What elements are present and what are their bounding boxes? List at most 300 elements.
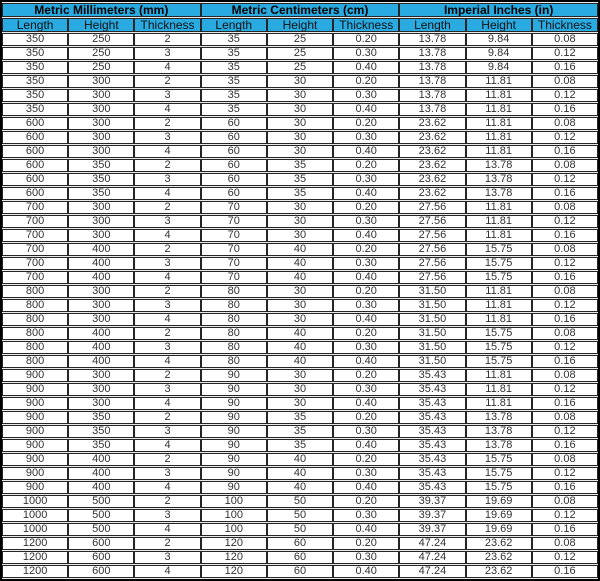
table-cell: 4 <box>134 565 200 578</box>
table-row <box>2 75 598 88</box>
table-cell: 50 <box>267 523 333 536</box>
table-cell: 25 <box>267 61 333 74</box>
table-cell: 15.75 <box>466 453 532 466</box>
table-cell: 2 <box>134 117 200 130</box>
table-cell: 15.75 <box>466 481 532 494</box>
table-cell: 300 <box>68 145 134 158</box>
table-cell: 9.84 <box>466 61 532 74</box>
table-cell: 39.37 <box>399 523 465 536</box>
table-cell: 11.81 <box>466 201 532 214</box>
table-cell: 40 <box>267 327 333 340</box>
table-row <box>2 33 598 46</box>
table-cell: 60 <box>267 551 333 564</box>
table-cell: 4 <box>134 439 200 452</box>
table-cell: 0.12 <box>532 551 598 564</box>
table-cell: 60 <box>201 159 267 172</box>
table-cell: 0.30 <box>333 215 399 228</box>
table-cell: 100 <box>201 523 267 536</box>
table-cell: 80 <box>201 299 267 312</box>
table-cell: 3 <box>134 89 200 102</box>
table-cell: 50 <box>267 495 333 508</box>
table-cell: 400 <box>68 341 134 354</box>
table-row <box>2 495 598 508</box>
table-cell: 0.20 <box>333 495 399 508</box>
table-cell: 0.16 <box>532 565 598 578</box>
table-cell: 31.50 <box>399 299 465 312</box>
table-cell: 900 <box>2 397 68 410</box>
table-cell: 11.81 <box>466 369 532 382</box>
table-cell: 4 <box>134 271 200 284</box>
table-cell: 11.81 <box>466 285 532 298</box>
table-row <box>2 299 598 312</box>
table-cell: 0.30 <box>333 173 399 186</box>
table-cell: 15.75 <box>466 355 532 368</box>
table-cell: 120 <box>201 551 267 564</box>
table-cell: 11.81 <box>466 131 532 144</box>
table-cell: 35.43 <box>399 439 465 452</box>
table-cell: 70 <box>201 243 267 256</box>
table-cell: 0.20 <box>333 159 399 172</box>
table-cell: 0.30 <box>333 257 399 270</box>
table-cell: 30 <box>267 299 333 312</box>
table-cell: 3 <box>134 173 200 186</box>
table-cell: 300 <box>68 75 134 88</box>
table-cell: 27.56 <box>399 243 465 256</box>
table-cell: 400 <box>68 453 134 466</box>
table-cell: 27.56 <box>399 201 465 214</box>
table-row <box>2 509 598 522</box>
table-cell: 800 <box>2 285 68 298</box>
table-row <box>2 285 598 298</box>
table-cell: 13.78 <box>466 187 532 200</box>
table-cell: 0.12 <box>532 467 598 480</box>
table-cell: 40 <box>267 467 333 480</box>
table-cell: 0.20 <box>333 411 399 424</box>
table-cell: 300 <box>68 397 134 410</box>
table-cell: 2 <box>134 495 200 508</box>
table-cell: 13.78 <box>466 159 532 172</box>
table-cell: 0.40 <box>333 565 399 578</box>
table-cell: 1000 <box>2 523 68 536</box>
table-cell: 350 <box>2 33 68 46</box>
table-cell: 300 <box>68 215 134 228</box>
table-cell: 11.81 <box>466 383 532 396</box>
table-cell: 3 <box>134 299 200 312</box>
table-cell: 47.24 <box>399 537 465 550</box>
table-cell: 15.75 <box>466 467 532 480</box>
table-cell: 1200 <box>2 537 68 550</box>
table-cell: 90 <box>201 481 267 494</box>
table-cell: 400 <box>68 467 134 480</box>
table-cell: 25 <box>267 33 333 46</box>
table-cell: 0.08 <box>532 243 598 256</box>
table-cell: 0.08 <box>532 411 598 424</box>
table-cell: 300 <box>68 131 134 144</box>
table-cell: 4 <box>134 103 200 116</box>
table-cell: 2 <box>134 33 200 46</box>
table-row <box>2 327 598 340</box>
table-cell: 0.16 <box>532 481 598 494</box>
table-cell: 11.81 <box>466 313 532 326</box>
table-cell: 40 <box>267 453 333 466</box>
table-cell: 300 <box>68 89 134 102</box>
table-cell: 70 <box>201 229 267 242</box>
table-cell: 0.30 <box>333 467 399 480</box>
table-cell: 35 <box>267 187 333 200</box>
table-cell: 35 <box>267 173 333 186</box>
table-cell: 4 <box>134 523 200 536</box>
table-cell: 27.56 <box>399 271 465 284</box>
table-cell: 15.75 <box>466 341 532 354</box>
table-cell: 90 <box>201 411 267 424</box>
table-cell: 35.43 <box>399 481 465 494</box>
table-cell: 0.30 <box>333 341 399 354</box>
table-row <box>2 271 598 284</box>
table-cell: 3 <box>134 215 200 228</box>
table-cell: 600 <box>2 159 68 172</box>
table-cell: 30 <box>267 215 333 228</box>
table-row <box>2 103 598 116</box>
group-header-metric-centimeters: Metric Centimeters (cm) <box>201 3 400 17</box>
table-cell: 900 <box>2 453 68 466</box>
table-cell: 350 <box>68 439 134 452</box>
table-cell: 0.30 <box>333 47 399 60</box>
table-cell: 23.62 <box>466 537 532 550</box>
table-cell: 600 <box>2 187 68 200</box>
table-cell: 700 <box>2 243 68 256</box>
table-cell: 0.20 <box>333 33 399 46</box>
table-cell: 90 <box>201 383 267 396</box>
table-cell: 600 <box>2 173 68 186</box>
table-cell: 350 <box>68 187 134 200</box>
table-cell: 30 <box>267 89 333 102</box>
table-row <box>2 453 598 466</box>
table-cell: 0.40 <box>333 481 399 494</box>
table-cell: 400 <box>68 355 134 368</box>
table-cell: 0.12 <box>532 299 598 312</box>
table-cell: 35 <box>201 75 267 88</box>
table-cell: 0.30 <box>333 383 399 396</box>
table-cell: 0.08 <box>532 285 598 298</box>
table-cell: 39.37 <box>399 509 465 522</box>
table-cell: 0.16 <box>532 523 598 536</box>
table-cell: 11.81 <box>466 229 532 242</box>
table-row <box>2 61 598 74</box>
column-header-cm-thickness: Thickness <box>333 18 399 32</box>
table-cell: 15.75 <box>466 257 532 270</box>
table-cell: 0.40 <box>333 145 399 158</box>
table-row <box>2 313 598 326</box>
table-cell: 300 <box>68 369 134 382</box>
table-cell: 3 <box>134 47 200 60</box>
table-cell: 60 <box>201 145 267 158</box>
table-cell: 27.56 <box>399 229 465 242</box>
table-cell: 30 <box>267 117 333 130</box>
table-cell: 800 <box>2 355 68 368</box>
table-cell: 60 <box>267 537 333 550</box>
table-cell: 19.69 <box>466 495 532 508</box>
table-cell: 0.08 <box>532 369 598 382</box>
table-cell: 90 <box>201 369 267 382</box>
table-cell: 0.12 <box>532 215 598 228</box>
table-cell: 0.40 <box>333 397 399 410</box>
table-cell: 0.08 <box>532 201 598 214</box>
table-cell: 300 <box>68 117 134 130</box>
table-cell: 800 <box>2 327 68 340</box>
table-cell: 25 <box>267 47 333 60</box>
table-cell: 300 <box>68 299 134 312</box>
table-cell: 300 <box>68 285 134 298</box>
table-cell: 0.40 <box>333 313 399 326</box>
table-cell: 350 <box>2 61 68 74</box>
table-row <box>2 131 598 144</box>
table-cell: 700 <box>2 257 68 270</box>
column-header-in-height: Height <box>466 18 532 32</box>
table-cell: 350 <box>68 425 134 438</box>
table-cell: 35 <box>201 47 267 60</box>
table-cell: 0.30 <box>333 509 399 522</box>
table-cell: 0.12 <box>532 257 598 270</box>
table-cell: 0.16 <box>532 313 598 326</box>
table-cell: 30 <box>267 201 333 214</box>
table-cell: 0.08 <box>532 75 598 88</box>
table-cell: 80 <box>201 355 267 368</box>
table-cell: 2 <box>134 159 200 172</box>
table-cell: 300 <box>68 229 134 242</box>
group-header-imperial-inches: Imperial Inches (in) <box>399 3 598 17</box>
table-cell: 500 <box>68 495 134 508</box>
table-row <box>2 229 598 242</box>
table-cell: 11.81 <box>466 299 532 312</box>
table-cell: 0.40 <box>333 187 399 200</box>
table-cell: 0.12 <box>532 47 598 60</box>
table-cell: 0.40 <box>333 523 399 536</box>
table-cell: 39.37 <box>399 495 465 508</box>
table-cell: 4 <box>134 481 200 494</box>
table-cell: 900 <box>2 369 68 382</box>
table-cell: 0.20 <box>333 75 399 88</box>
table-cell: 350 <box>68 159 134 172</box>
table-cell: 90 <box>201 425 267 438</box>
column-header-mm-height: Height <box>68 18 134 32</box>
table-row <box>2 215 598 228</box>
table-cell: 400 <box>68 327 134 340</box>
table-cell: 0.40 <box>333 271 399 284</box>
table-row <box>2 145 598 158</box>
table-cell: 0.20 <box>333 369 399 382</box>
table-cell: 100 <box>201 509 267 522</box>
table-cell: 31.50 <box>399 355 465 368</box>
table-cell: 31.50 <box>399 341 465 354</box>
table-cell: 0.16 <box>532 397 598 410</box>
table-row <box>2 243 598 256</box>
table-cell: 40 <box>267 243 333 256</box>
table-cell: 40 <box>267 341 333 354</box>
table-cell: 90 <box>201 453 267 466</box>
table-cell: 600 <box>68 537 134 550</box>
table-cell: 100 <box>201 495 267 508</box>
table-cell: 400 <box>68 271 134 284</box>
table-cell: 0.20 <box>333 285 399 298</box>
table-cell: 1000 <box>2 495 68 508</box>
table-cell: 30 <box>267 229 333 242</box>
table-cell: 2 <box>134 201 200 214</box>
table-cell: 3 <box>134 341 200 354</box>
table-header <box>2 3 598 32</box>
table-cell: 13.78 <box>466 425 532 438</box>
table-cell: 30 <box>267 103 333 116</box>
table-cell: 15.75 <box>466 243 532 256</box>
table-cell: 800 <box>2 299 68 312</box>
table-cell: 3 <box>134 257 200 270</box>
table-cell: 47.24 <box>399 565 465 578</box>
table-cell: 35 <box>267 439 333 452</box>
table-cell: 30 <box>267 369 333 382</box>
table-row <box>2 425 598 438</box>
table-cell: 3 <box>134 425 200 438</box>
table-cell: 300 <box>68 383 134 396</box>
table-cell: 80 <box>201 341 267 354</box>
table-row <box>2 537 598 550</box>
table-cell: 900 <box>2 481 68 494</box>
table-cell: 0.08 <box>532 537 598 550</box>
table-cell: 0.40 <box>333 61 399 74</box>
table-cell: 400 <box>68 481 134 494</box>
table-cell: 0.20 <box>333 453 399 466</box>
column-header-mm-length: Length <box>2 18 68 32</box>
table-cell: 0.20 <box>333 201 399 214</box>
table-row <box>2 257 598 270</box>
table-row <box>2 187 598 200</box>
table-cell: 3 <box>134 383 200 396</box>
table-cell: 600 <box>2 117 68 130</box>
table-cell: 35 <box>267 159 333 172</box>
table-cell: 0.08 <box>532 33 598 46</box>
table-row <box>2 341 598 354</box>
table-cell: 30 <box>267 383 333 396</box>
table-cell: 400 <box>68 243 134 256</box>
table-cell: 60 <box>201 117 267 130</box>
column-header-cm-length: Length <box>201 18 267 32</box>
table-cell: 300 <box>68 313 134 326</box>
table-cell: 0.40 <box>333 229 399 242</box>
column-header-cm-height: Height <box>267 18 333 32</box>
table-cell: 0.40 <box>333 103 399 116</box>
table-cell: 4 <box>134 355 200 368</box>
table-cell: 600 <box>68 565 134 578</box>
table-cell: 350 <box>2 89 68 102</box>
table-row <box>2 47 598 60</box>
table-body <box>2 33 598 578</box>
table-cell: 13.78 <box>399 103 465 116</box>
table-cell: 0.20 <box>333 243 399 256</box>
table-cell: 2 <box>134 243 200 256</box>
table-cell: 23.62 <box>399 117 465 130</box>
table-cell: 23.62 <box>399 131 465 144</box>
table-cell: 2 <box>134 537 200 550</box>
table-cell: 15.75 <box>466 327 532 340</box>
table-cell: 0.12 <box>532 131 598 144</box>
table-cell: 0.16 <box>532 439 598 452</box>
column-header-in-length: Length <box>399 18 465 32</box>
table-cell: 9.84 <box>466 33 532 46</box>
table-cell: 40 <box>267 355 333 368</box>
table-cell: 900 <box>2 467 68 480</box>
table-cell: 30 <box>267 131 333 144</box>
table-cell: 0.12 <box>532 341 598 354</box>
table-cell: 13.78 <box>399 61 465 74</box>
table-cell: 0.08 <box>532 159 598 172</box>
table-cell: 900 <box>2 383 68 396</box>
table-cell: 4 <box>134 61 200 74</box>
table-cell: 0.16 <box>532 103 598 116</box>
group-header-row <box>2 3 598 17</box>
table-row <box>2 481 598 494</box>
table-cell: 0.40 <box>333 439 399 452</box>
table-cell: 11.81 <box>466 75 532 88</box>
table-cell: 35 <box>201 89 267 102</box>
table-cell: 0.16 <box>532 61 598 74</box>
table-cell: 0.08 <box>532 453 598 466</box>
table-cell: 70 <box>201 215 267 228</box>
table-cell: 700 <box>2 201 68 214</box>
table-cell: 30 <box>267 75 333 88</box>
table-cell: 90 <box>201 439 267 452</box>
table-cell: 0.08 <box>532 327 598 340</box>
table-cell: 13.78 <box>399 47 465 60</box>
table-cell: 19.69 <box>466 523 532 536</box>
table-row <box>2 159 598 172</box>
table-cell: 0.16 <box>532 271 598 284</box>
table-cell: 300 <box>68 103 134 116</box>
table-cell: 4 <box>134 229 200 242</box>
table-cell: 3 <box>134 467 200 480</box>
table-cell: 70 <box>201 257 267 270</box>
table-cell: 3 <box>134 509 200 522</box>
table-cell: 2 <box>134 285 200 298</box>
table-cell: 31.50 <box>399 313 465 326</box>
table-cell: 1200 <box>2 565 68 578</box>
table-cell: 15.75 <box>466 271 532 284</box>
table-cell: 40 <box>267 481 333 494</box>
table-cell: 13.78 <box>466 439 532 452</box>
table-cell: 0.16 <box>532 187 598 200</box>
table-cell: 0.16 <box>532 145 598 158</box>
table-cell: 35.43 <box>399 397 465 410</box>
table-row <box>2 523 598 536</box>
table-row <box>2 467 598 480</box>
table-cell: 0.16 <box>532 355 598 368</box>
table-cell: 35 <box>201 103 267 116</box>
table-cell: 700 <box>2 229 68 242</box>
table-cell: 0.20 <box>333 537 399 550</box>
table-cell: 35.43 <box>399 411 465 424</box>
table-row <box>2 201 598 214</box>
column-header-mm-thickness: Thickness <box>134 18 200 32</box>
column-header-in-thickness: Thickness <box>532 18 598 32</box>
table-cell: 23.62 <box>466 551 532 564</box>
table-cell: 800 <box>2 313 68 326</box>
table-cell: 70 <box>201 271 267 284</box>
table-cell: 90 <box>201 397 267 410</box>
table-cell: 60 <box>201 131 267 144</box>
table-cell: 31.50 <box>399 327 465 340</box>
table-cell: 250 <box>68 33 134 46</box>
table-cell: 0.12 <box>532 383 598 396</box>
table-cell: 23.62 <box>399 173 465 186</box>
table-cell: 0.12 <box>532 89 598 102</box>
table-cell: 250 <box>68 61 134 74</box>
